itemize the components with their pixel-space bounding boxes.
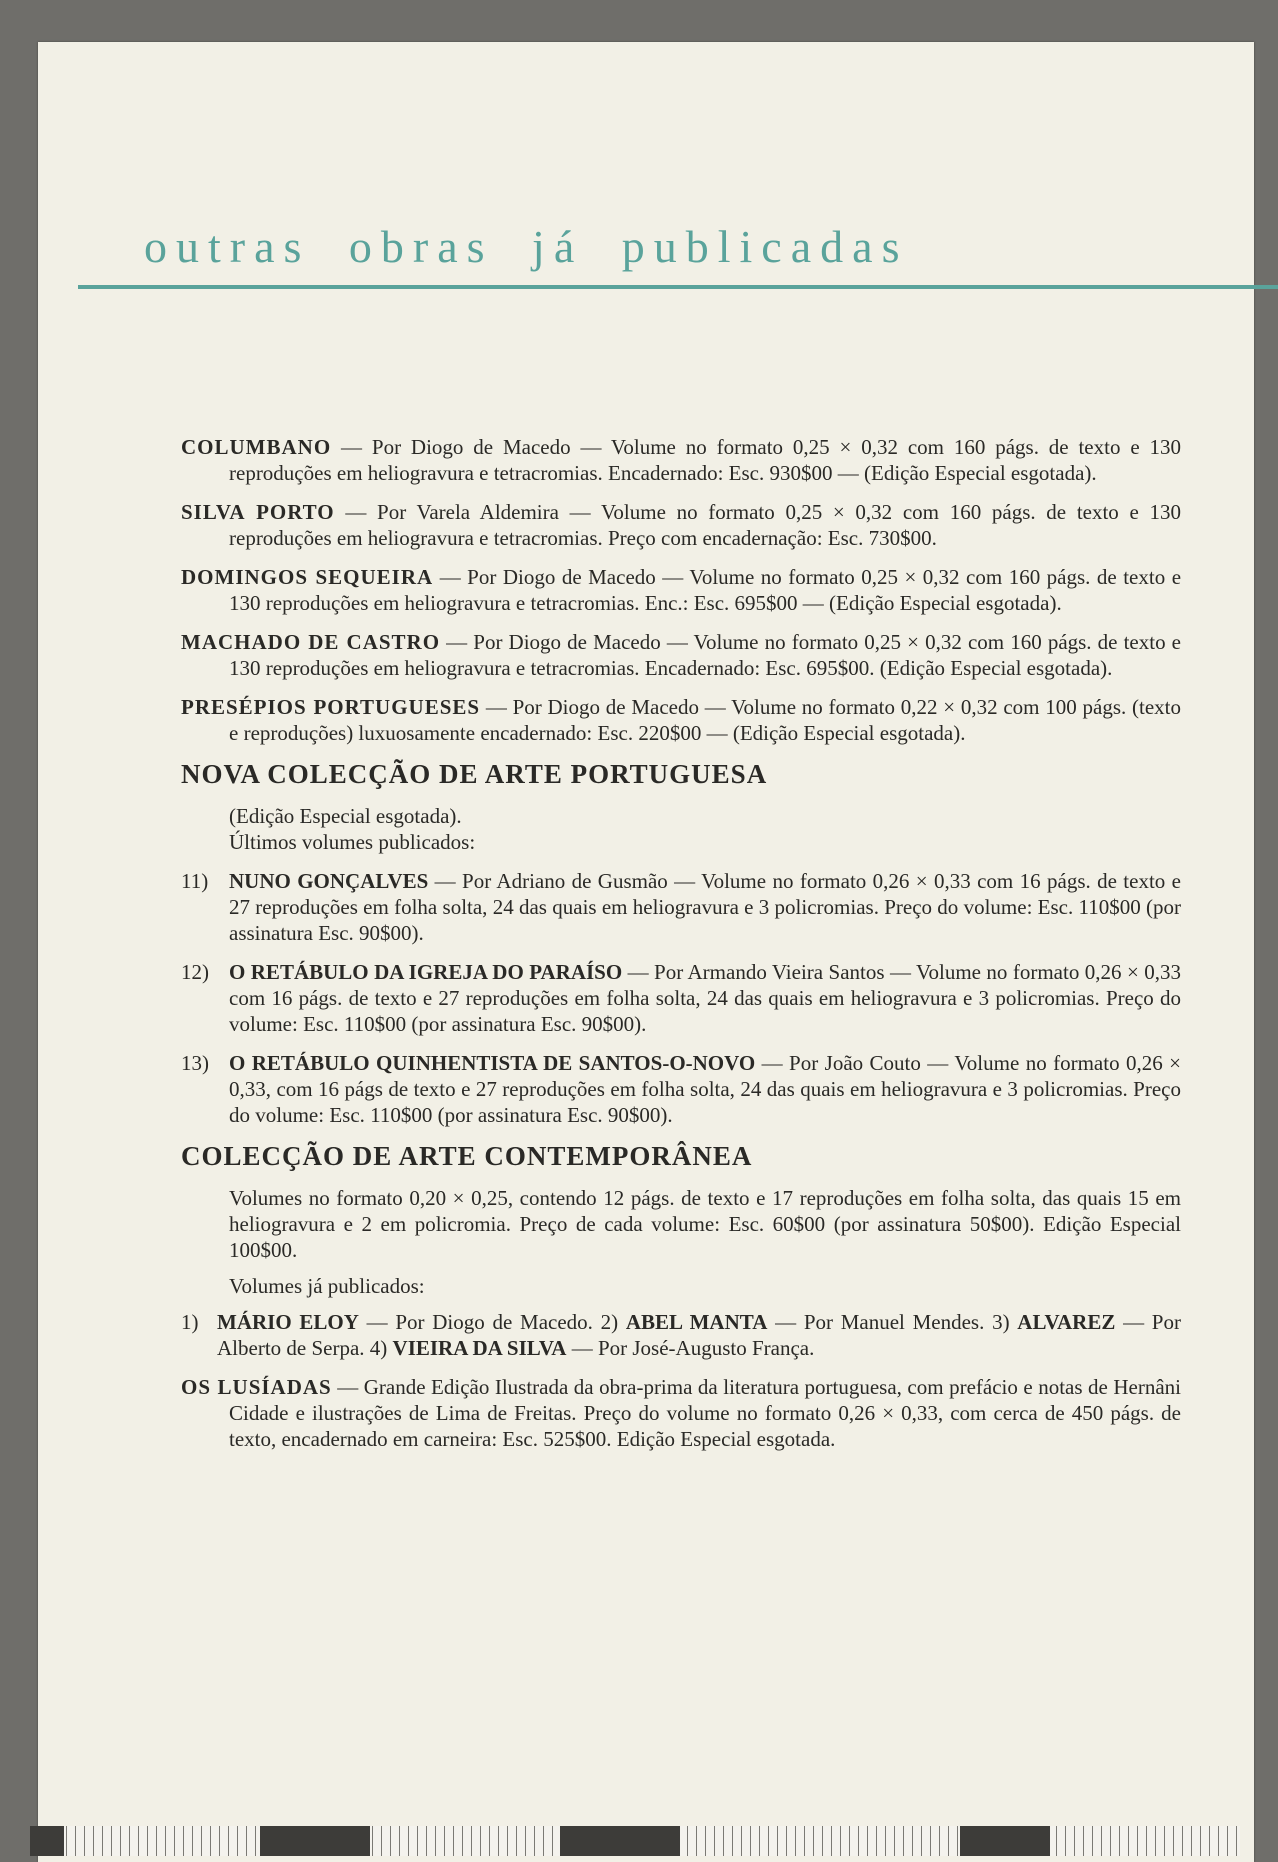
volume-number: 12) <box>181 960 209 984</box>
volume-text: — Por Armando Vieira Santos — Volume no formato 0,26 × 0,33 com 16 págs. de texto e 27 reproduções em folha solta, 24 das quais em heliogravura e 3 policromias. Preço do volume: Esc. 110$00 (por assinatura Esc. 90$00). <box>229 960 1181 1036</box>
entry-title: DOMINGOS SEQUEIRA <box>181 565 434 589</box>
volume-entry <box>181 1050 1181 1128</box>
ruler-block <box>560 1826 680 1856</box>
catalog-entry <box>181 694 1181 746</box>
contemporanea-volumes <box>181 1309 1181 1361</box>
ruler-block <box>30 1826 64 1856</box>
nova-note-latest: Últimos volumes publicados: <box>229 830 476 854</box>
volume-text: — Por João Couto — Volume no formato 0,26 × 0,33, com 16 págs de texto e 27 reproduções em folha solta, 24 das quais em heliogravura e 3 policromias. Preço do volume: Esc. 110$00 (por assinatura Esc. 90$00). <box>229 1051 1181 1127</box>
contemporanea-published-label: Volumes já publicados: <box>229 1274 425 1298</box>
catalog-entry <box>181 564 1181 616</box>
volume-title: MÁRIO ELOY <box>217 1310 359 1334</box>
entry-title: OS LUSÍADAS <box>181 1375 332 1399</box>
ruler-block <box>260 1826 370 1856</box>
nova-note-edition: (Edição Especial esgotada). <box>229 804 462 828</box>
contemporanea-title: COLECÇÃO DE ARTE CONTEMPORÂNEA <box>181 1141 753 1171</box>
entry-text: — Grande Edição Ilustrada da obra-prima da literatura portuguesa, com prefácio e notas de Hernâni Cidade e ilustrações de Lima de Freitas. Preço do volume no formato 0,26 × 0,33, com cerca de 450 págs. de texto, encadernado em carneira: Esc. 525$00. Edição Especial esgotada. <box>229 1375 1181 1451</box>
volume-entry <box>181 959 1181 1037</box>
volume-number: 1) <box>181 1310 199 1334</box>
volume-title: NUNO GONÇALVES <box>229 869 429 893</box>
nova-colecao-title: NOVA COLECÇÃO DE ARTE PORTUGUESA <box>181 759 768 789</box>
volume-title: O RETÁBULO DA IGREJA DO PARAÍSO <box>229 960 623 984</box>
entry-text: — Por Diogo de Macedo — Volume no formato 0,22 × 0,32 com 100 págs. (texto e reproduções) luxuosamente encadernado: Esc. 220$00 — (Edição Especial esgotada). <box>229 695 1181 745</box>
volume-number: 11) <box>181 869 209 893</box>
entry-title: PRESÉPIOS PORTUGUESES <box>181 695 481 719</box>
entry-text: — Por Diogo de Macedo — Volume no formato 0,25 × 0,32 com 160 págs. de texto e 130 reproduções em heliogravura e tetracromias. Encadernado: Esc. 930$00 — (Edição Especial esgotada). <box>229 435 1181 485</box>
ruler-block <box>960 1826 1050 1856</box>
volume-title: O RETÁBULO QUINHENTISTA DE SANTOS-O-NOVO <box>229 1051 756 1075</box>
volume-text: — Por José-Augusto França. <box>566 1336 815 1360</box>
volume-number: 13) <box>181 1051 209 1075</box>
entry-title: SILVA PORTO <box>181 500 335 524</box>
volume-title: ABEL MANTA <box>625 1310 768 1334</box>
volume-text: — Por Diogo de Macedo. 2) <box>358 1310 626 1334</box>
volume-title: VIEIRA DA SILVA <box>392 1336 567 1360</box>
volume-title: ALVAREZ <box>1017 1310 1116 1334</box>
entry-title: COLUMBANO <box>181 435 332 459</box>
catalog-entry <box>181 434 1181 486</box>
catalog-entry <box>181 499 1181 551</box>
volume-entry <box>181 868 1181 946</box>
heading-rule <box>78 285 1278 289</box>
entry-text: — Por Diogo de Macedo — Volume no formato 0,25 × 0,32 com 160 págs. de texto e 130 reproduções em heliogravura e tetracromias. Encadernado: Esc. 695$00. (Edição Especial esgotada). <box>229 630 1182 680</box>
catalog-entry-lusiadas <box>181 1374 1181 1452</box>
catalog-content <box>181 434 1181 1465</box>
contemporanea-description: Volumes no formato 0,20 × 0,25, contendo 12 págs. de texto e 17 reproduções em folha solta, das quais 15 em heliogravura e 2 em policromia. Preço de cada volume: Esc. 60$00 (por assinatura 50$00). Edição Especial 100$00. <box>229 1186 1181 1262</box>
volume-text: — Por Alberto de Serpa. 4) <box>217 1310 1181 1360</box>
volume-text: — Por Adriano de Gusmão — Volume no formato 0,26 × 0,33 com 16 págs. de texto e 27 reproduções em folha solta, 24 das quais em heliogravura e 3 policromias. Preço do volume: Esc. 110$00 (por assinatura Esc. 90$00). <box>229 869 1181 945</box>
document-page <box>38 42 1254 1862</box>
entry-text: — Por Diogo de Macedo — Volume no formato 0,25 × 0,32 com 160 págs. de texto e 130 reproduções em heliogravura e tetracromias. Enc.: Esc. 695$00 — (Edição Especial esgotada). <box>229 565 1182 615</box>
scale-ruler <box>30 1826 1240 1856</box>
catalog-entry <box>181 629 1181 681</box>
volume-text: — Por Manuel Mendes. 3) <box>767 1310 1018 1334</box>
entry-title: MACHADO DE CASTRO <box>181 630 441 654</box>
page-heading: outras obras já publicadas <box>144 221 909 272</box>
entry-text: — Por Varela Aldemira — Volume no formato 0,25 × 0,32 com 160 págs. de texto e 130 reproduções em heliogravura e tetracromias. Preço com encadernação: Esc. 730$00. <box>229 500 1181 550</box>
